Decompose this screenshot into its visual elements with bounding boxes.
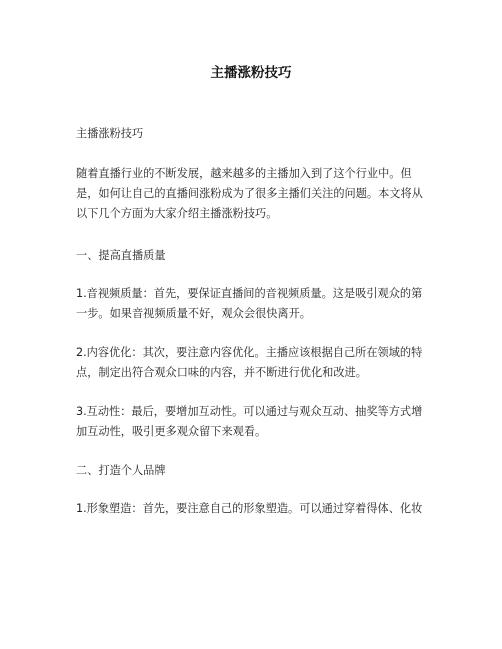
list-item-av-quality: 1.音视频质量：首先，要保证直播间的音视频质量。这是吸引观众的第一步。如果音视频质量不好，观众会很快离开。 [76,287,423,320]
list-item-interactivity: 3.互动性：最后，要增加互动性。可以通过与观众互动、抽奖等方式增加互动性，吸引更多观众留下来观看。 [76,405,423,438]
list-item-content-optimization: 2.内容优化：其次，要注意内容优化。主播应该根据自己所在领域的特点，制定出符合观众口味的内容，并不断进行优化和改进。 [76,346,423,379]
section-heading-quality: 一、提高直播质量 [76,249,166,262]
document-subtitle: 主播涨粉技巧 [76,127,144,140]
document-title: 主播涨粉技巧 [210,65,292,81]
intro-paragraph: 随着直播行业的不断发展，越来越多的主播加入到了这个行业中。但是，如何让自己的直播间涨粉成为了很多主播们关注的问题。本文将从以下几个方面为大家介绍主播涨粉技巧。 [76,167,423,220]
list-item-image-building: 1.形象塑造：首先，要注意自己的形象塑造。可以通过穿着得体、化妆 [76,502,423,515]
section-heading-branding: 二、打造个人品牌 [76,464,166,477]
document-body [76,124,428,538]
